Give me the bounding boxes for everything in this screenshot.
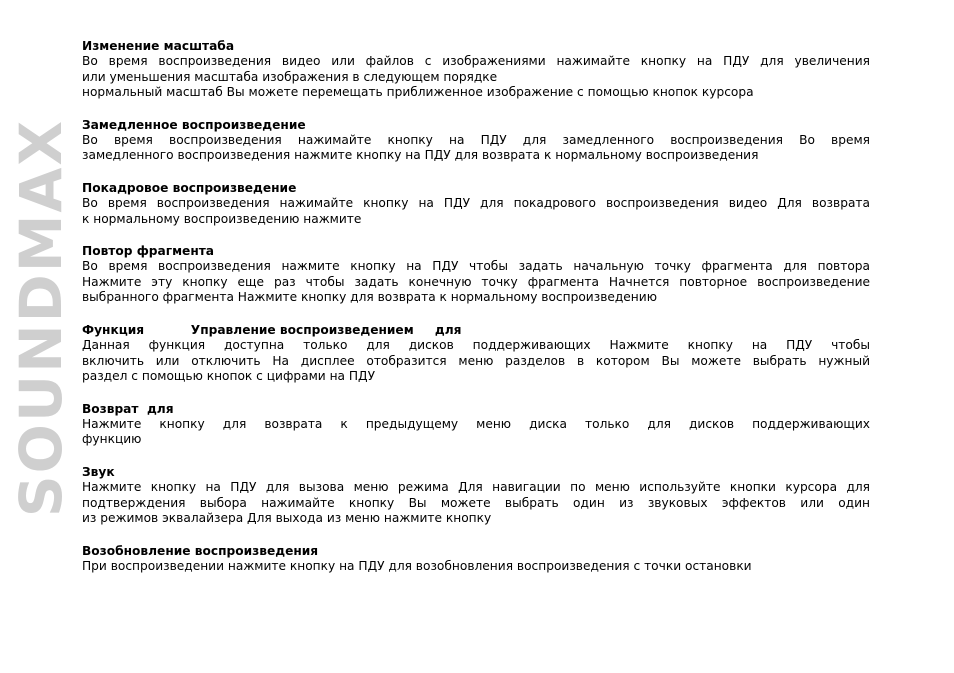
body-line: Во время воспроизведения нажмите кнопку на ПДУ чтобы задать начальную точку фрагмента для повтора xyxy=(82,259,870,274)
body-line: к нормальному воспроизведению нажмите xyxy=(82,211,362,226)
body-line: При воспроизведении нажмите кнопку на ПДУ для возобновления воспроизведения с точки остановки xyxy=(82,558,752,573)
section-body xyxy=(82,480,870,527)
body-line: Нажмите эту кнопку еще раз чтобы задать конечную точку фрагмента Начнется повторное воспроизведение xyxy=(82,274,870,289)
manual-page-content xyxy=(82,38,870,590)
section-resume-playback xyxy=(82,543,870,575)
section-body xyxy=(82,417,870,448)
section-zoom xyxy=(82,38,870,101)
body-line: замедленного воспроизведения нажмите кнопку на ПДУ для возврата к нормальному воспроизведения xyxy=(82,148,759,163)
brand-logo xyxy=(7,40,75,596)
section-title: Звук xyxy=(82,464,115,479)
section-sound xyxy=(82,464,870,527)
section-body xyxy=(82,259,870,306)
section-title: Функция Управление воспроизведением для xyxy=(82,322,462,337)
section-title: Изменение масштаба xyxy=(82,39,235,53)
section-title: Повтор фрагмента xyxy=(82,244,215,259)
body-line: включить или отключить На дисплее отобразится меню разделов в котором Вы можете выбрать нужный xyxy=(82,353,870,368)
section-repeat-fragment xyxy=(82,243,870,306)
section-title: Возобновление воспроизведения xyxy=(82,543,319,558)
body-line: Данная функция доступна только для дисков поддерживающих Нажмите кнопку на ПДУ чтобы xyxy=(82,337,870,352)
section-body xyxy=(82,133,870,164)
body-line: Во время воспроизведения нажимайте кнопку на ПДУ для замедленного воспроизведения Во время xyxy=(82,132,870,147)
body-line: нормальный масштаб Вы можете перемещать приближенное изображение с помощью кнопок курсора xyxy=(82,85,754,100)
section-title: Замедленное воспроизведение xyxy=(82,117,306,132)
body-line: раздел с помощью кнопок с цифрами на ПДУ xyxy=(82,369,375,384)
section-title: Покадровое воспроизведение xyxy=(82,180,297,195)
body-line: выбранного фрагмента Нажмите кнопку для возврата к нормальному воспроизведению xyxy=(82,290,657,305)
section-return xyxy=(82,401,870,448)
body-line: из режимов эквалайзера Для выхода из меню нажмите кнопку xyxy=(82,511,492,526)
body-line: функцию xyxy=(82,432,142,447)
body-line: Нажмите кнопку на ПДУ для вызова меню режима Для навигации по меню используйте кнопки курсора для xyxy=(82,479,870,494)
section-playback-control xyxy=(82,322,870,385)
body-line: или уменьшения масштаба изображения в следующем порядке xyxy=(82,69,498,84)
brand-logo-text: SOUNDMAX xyxy=(7,118,75,518)
body-line: Во время воспроизведения нажимайте кнопку на ПДУ для покадрового воспроизведения видео Для возврата xyxy=(82,195,870,210)
body-line: Во время воспроизведения видео или файлов с изображениями нажимайте кнопку на ПДУ для увеличения xyxy=(82,54,870,68)
section-frame-by-frame xyxy=(82,180,870,227)
body-line: подтверждения выбора нажимайте кнопку Вы можете выбрать один из звуковых эффектов или один xyxy=(82,495,870,510)
section-title: Возврат для xyxy=(82,401,174,416)
section-body xyxy=(82,338,870,385)
section-body xyxy=(82,559,870,575)
section-body xyxy=(82,54,870,101)
section-body xyxy=(82,196,870,227)
body-line: Нажмите кнопку для возврата к предыдущему меню диска только для дисков поддерживающих xyxy=(82,416,870,431)
section-slow-motion xyxy=(82,117,870,164)
